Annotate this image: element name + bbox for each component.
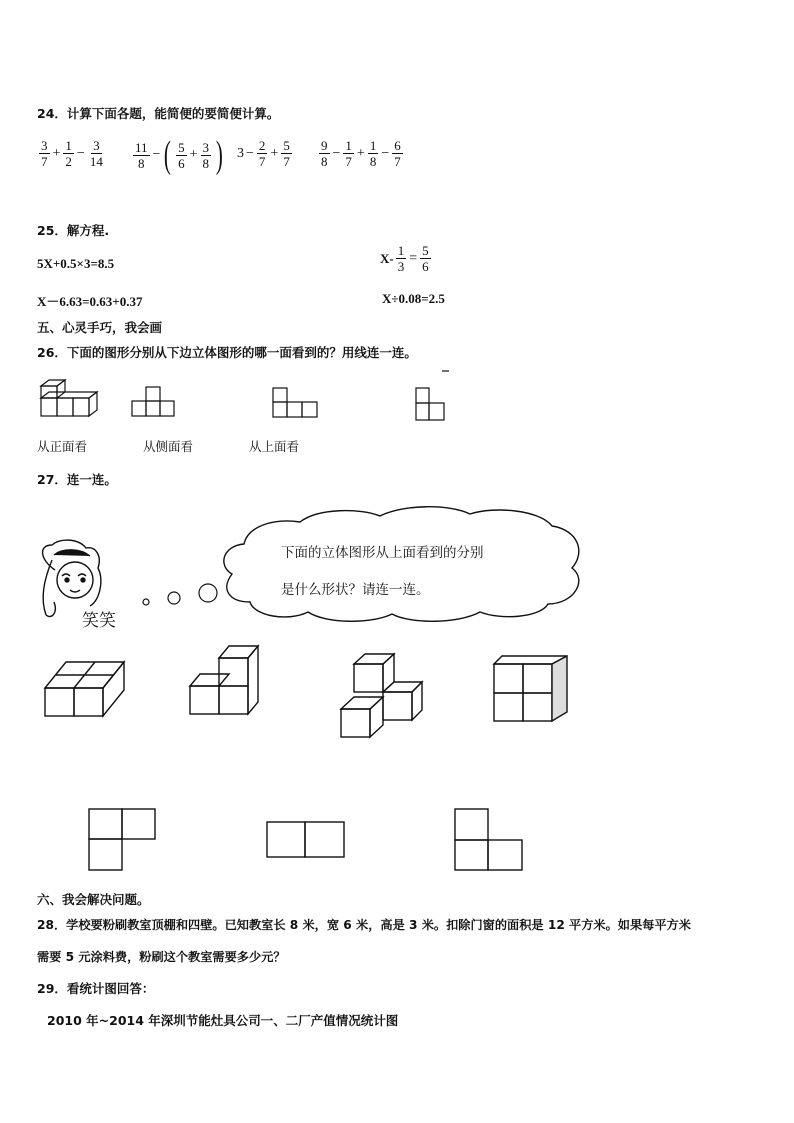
fraction: $\frac{3}{7}$: [41, 138, 48, 169]
solid-3: [341, 654, 422, 737]
fraction: $\frac{1}{2}$: [65, 138, 72, 169]
q28-line1: 28．学校要粉刷教室顶棚和四壁。已知教室长 8 米，宽 6 米，高是 3 米。扣除门窗的面积是 12 平方米。如果每平方米: [37, 918, 691, 932]
solid-4: [494, 656, 567, 721]
q29-title: 29．看统计图回答：: [37, 981, 155, 996]
q24-expression-1: $\frac{3}{7}$ + $\frac{1}{2}$ − $\frac{3}{14}$: [41, 138, 103, 169]
fraction: $\frac{9}{8}$: [321, 138, 328, 169]
q25-equation-1: 5X+0.5×3=8.5: [37, 256, 115, 271]
right-paren-icon: ): [215, 134, 223, 176]
q29-chart-title: 2010 年~2014 年深圳节能灶具公司一、二厂产值情况统计图: [47, 1013, 399, 1028]
top-view-2: [267, 822, 344, 857]
section6-title: 六、我会解决问题。: [37, 892, 150, 907]
fraction: $\frac{5}{6}$: [178, 139, 185, 171]
fraction: $\frac{11}{8}$: [135, 139, 148, 171]
q27-title: 27．连一连。: [37, 472, 117, 487]
section5-title: 五、心灵手巧，我会画: [37, 320, 163, 335]
q25-title: 25．解方程.: [37, 223, 110, 238]
q26-label-front: 从正面看: [37, 439, 88, 454]
bubble-text-line2: 是什么形状？请连一连。: [281, 582, 430, 598]
fraction: $\frac{3}{8}$: [202, 139, 209, 171]
fraction: $\frac{3}{14}$: [89, 138, 103, 169]
q25-equation-3: X－6.63=0.63+0.37: [37, 294, 143, 309]
q26-label-top: 从上面看: [249, 439, 300, 454]
q24-expression-2: $\frac{11}{8}$ − ( $\frac{5}{6}$ + $\frac{3}{8}$ ): [135, 134, 223, 176]
fraction: $\frac{5}{7}$: [283, 138, 290, 169]
q25-equation-2: X- $\frac{1}{3}$ = $\frac{5}{6}$: [380, 243, 429, 274]
q28-line2: 需要 5 元涂料费，粉刷这个教室需要多少元？: [37, 950, 286, 964]
fraction: $\frac{1}{7}$: [345, 138, 352, 169]
q24-title: 24．计算下面各题，能简便的要简便计算。: [37, 106, 280, 121]
fraction: $\frac{1}{3}$: [397, 243, 405, 274]
bubble-text-line1: 下面的立体图形从上面看到的分别: [281, 545, 484, 561]
left-paren-icon: (: [164, 134, 172, 176]
solid-1: [45, 662, 124, 716]
fraction: $\frac{6}{7}$: [394, 138, 401, 169]
q24-expression-3: 3 − $\frac{2}{7}$ + $\frac{5}{7}$: [237, 138, 290, 169]
q26-label-side: 从侧面看: [143, 439, 194, 454]
top-view-3: [455, 809, 522, 870]
q25-equation-4: X÷0.08=2.5: [382, 291, 445, 306]
top-view-1: [89, 809, 155, 870]
fraction: $\frac{1}{8}$: [369, 138, 377, 169]
fraction: $\frac{5}{6}$: [422, 243, 429, 274]
solid-2: [190, 646, 258, 714]
q24-expression-4: $\frac{9}{8}$ − $\frac{1}{7}$ + $\frac{1}{8}$ − $\frac{6}{7}$: [321, 138, 401, 169]
girl-name-label: 笑笑: [82, 611, 116, 631]
fraction: $\frac{2}{7}$: [258, 138, 266, 169]
q26-title: 26．下面的图形分别从下边立体图形的哪一面看到的？用线连一连。: [37, 345, 417, 360]
